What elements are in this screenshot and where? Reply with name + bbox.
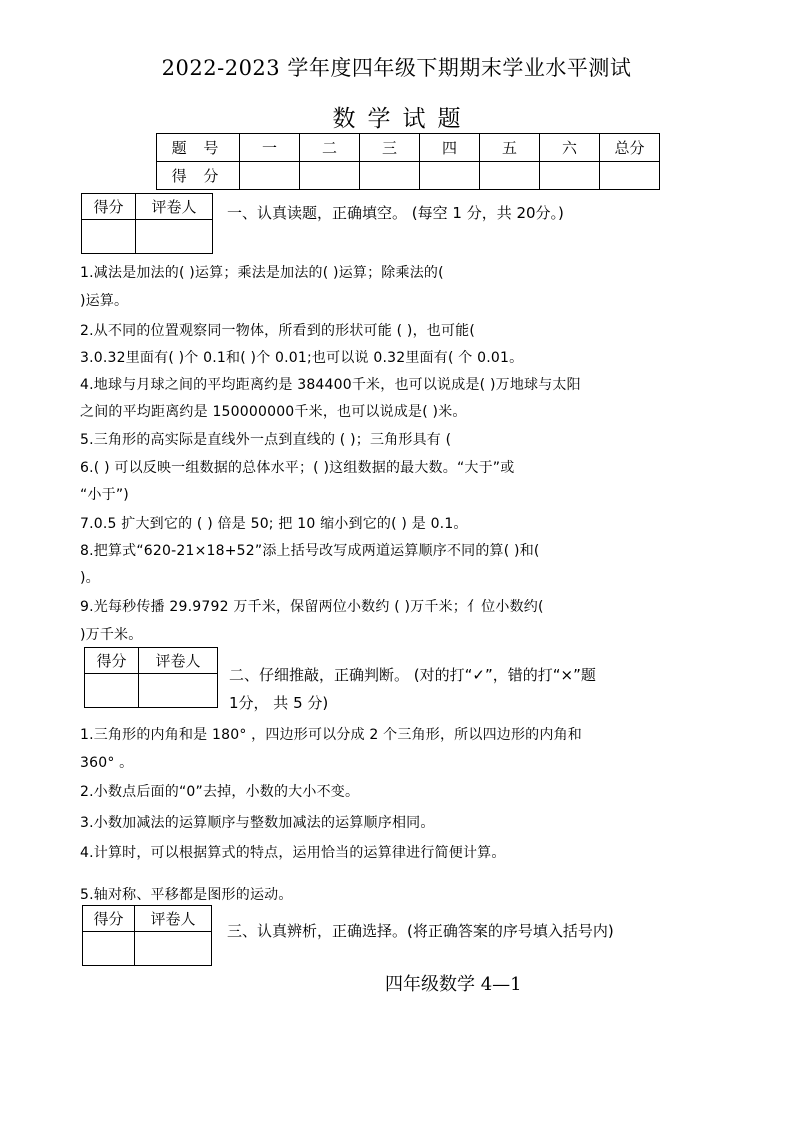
grader-score-cell[interactable]: [85, 674, 139, 708]
grader-score-label: 得分: [83, 906, 135, 932]
score-cell[interactable]: [480, 162, 540, 190]
score-cell[interactable]: [300, 162, 360, 190]
grader-table-3: [82, 905, 212, 966]
section-3-heading: 三、认真辨析，正确选择。(将正确答案的序号填入括号内): [227, 922, 614, 940]
question-line: 4.地球与月球之间的平均距离约是 384400千米，也可以说成是( )万地球与太阳: [80, 377, 581, 393]
page-footer: 四年级数学 4—1: [385, 974, 522, 995]
question-line: )运算。: [80, 293, 129, 309]
grader-name-cell[interactable]: [139, 674, 218, 708]
grader-score-label: 得分: [82, 194, 136, 220]
grader-name-cell[interactable]: [136, 220, 213, 254]
question-line: 9.光每秒传播 29.9792 万千米，保留两位小数约 ( )万千米；亻位小数约(: [80, 599, 544, 615]
question-line: )。: [80, 570, 100, 586]
score-table: [156, 133, 660, 190]
question-line: 之间的平均距离约是 150000000千米，也可以说成是( )米。: [80, 404, 467, 420]
question-line: “小于”): [80, 487, 129, 503]
score-cell[interactable]: [420, 162, 480, 190]
grader-name-label: 评卷人: [139, 648, 218, 674]
question-line: 8.把算式“620-21×18+52”添上括号改写成两道运算顺序不同的算( )和(: [80, 543, 540, 559]
question-line: 6.( ) 可以反映一组数据的总体水平；( )这组数据的最大数。“大于”或: [80, 460, 515, 476]
grader-name-label: 评卷人: [136, 194, 213, 220]
score-header-cell: 总分: [600, 134, 660, 162]
score-header-cell: 题 号: [157, 134, 240, 162]
score-cell[interactable]: [240, 162, 300, 190]
section-2-heading-cont: 1分， 共 5 分): [229, 694, 329, 712]
grader-score-cell[interactable]: [83, 932, 135, 966]
grader-score-label: 得分: [85, 648, 139, 674]
question-line: 5.三角形的高实际是直线外一点到直线的 ( )；三角形具有 (: [80, 432, 452, 448]
score-table-header-row: [157, 134, 660, 162]
question-line: 1.减法是加法的( )运算；乘法是加法的( )运算；除乘法的(: [80, 265, 444, 281]
score-header-cell: 三: [360, 134, 420, 162]
exam-subtitle: 数学试题: [332, 106, 473, 132]
question-line: 7.0.5 扩大到它的 ( ) 倍是 50; 把 10 缩小到它的( ) 是 0.1。: [80, 516, 468, 532]
grader-name-cell[interactable]: [135, 932, 212, 966]
score-row-label: 得 分: [157, 162, 240, 190]
judgement-line: 4.计算时，可以根据算式的特点，运用恰当的运算律进行简便计算。: [80, 845, 506, 861]
grader-table-2: [84, 647, 218, 708]
score-header-cell: 一: [240, 134, 300, 162]
judgement-line: 360° 。: [80, 755, 134, 771]
score-header-cell: 五: [480, 134, 540, 162]
score-header-cell: 二: [300, 134, 360, 162]
score-cell[interactable]: [600, 162, 660, 190]
question-line: )万千米。: [80, 627, 143, 643]
grader-table-1: [81, 193, 213, 254]
section-2-heading: 二、仔细推敲，正确判断。 (对的打“✓”，错的打“×”题: [229, 666, 596, 684]
judgement-line: 5.轴对称、平移都是图形的运动。: [80, 887, 293, 903]
score-cell[interactable]: [540, 162, 600, 190]
section-1-heading: 一、认真读题，正确填空。 (每空 1 分，共 20分。): [227, 204, 564, 222]
judgement-line: 3.小数加减法的运算顺序与整数加减法的运算顺序相同。: [80, 815, 435, 831]
grader-score-cell[interactable]: [82, 220, 136, 254]
judgement-line: 1.三角形的内角和是 180° ，四边形可以分成 2 个三角形，所以四边形的内角和: [80, 727, 582, 743]
score-header-cell: 四: [420, 134, 480, 162]
question-line: 2.从不同的位置观察同一物体，所看到的形状可能 ( )，也可能(: [80, 323, 476, 339]
grader-name-label: 评卷人: [135, 906, 212, 932]
score-cell[interactable]: [360, 162, 420, 190]
question-line: 3.0.32里面有( )个 0.1和( )个 0.01;也可以说 0.32里面有( 个 0.01。: [80, 350, 524, 366]
exam-title: 2022-2023 学年度四年级下期期末学业水平测试: [161, 56, 632, 80]
score-table-score-row: [157, 162, 660, 190]
judgement-line: 2.小数点后面的“0”去掉，小数的大小不变。: [80, 784, 360, 800]
score-header-cell: 六: [540, 134, 600, 162]
